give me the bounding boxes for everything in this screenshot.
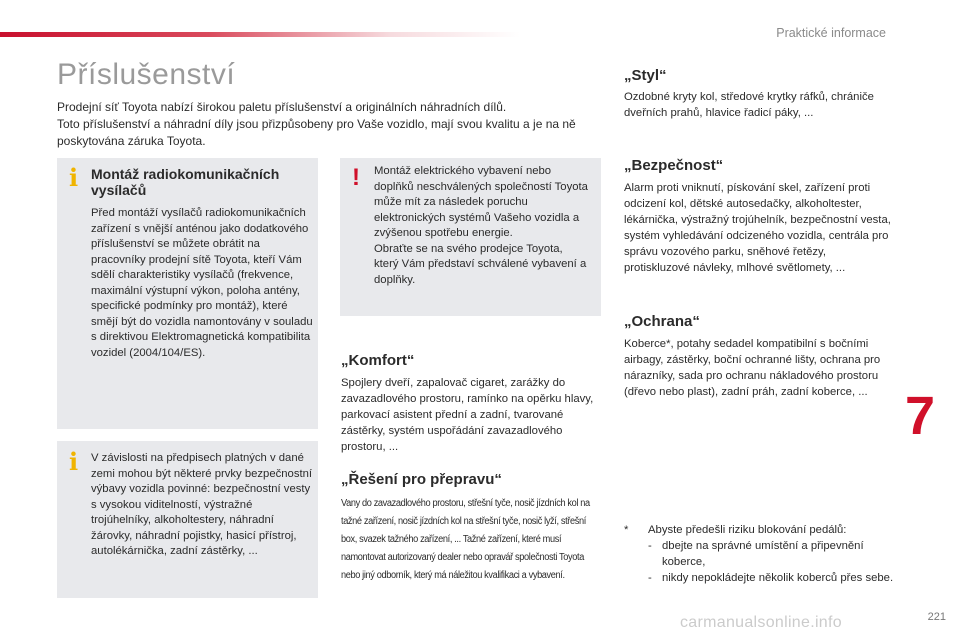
footnote-item [648,538,894,570]
regulations-box-text: V závislosti na předpisech platných v dané zemi mohou být některé prvky bezpečnostní výbavy vozidla povinné: bezpečnostní vesty s vysokou viditelností, výstražné trojúhelníky, alkoholtestery, náhradní žárovky, náhradní pojistky, hasicí přístroj, autolékárnička, zadní zástěrky, ... [91,452,313,557]
footnote-intro: Abyste předešli riziku blokování pedálů: [648,524,847,536]
comfort-text: Spojlery dveří, zapalovač cigaret, zarážky do zavazadlového prostoru, ramínko na opěrku hlavy, parkovací asistent přední a zadní, tvarované zástěrky, systém uspořádání zavazadlového prostoru, ... [341,377,594,453]
electrical-equipment-warning-box [340,158,601,316]
radio-box-text: Před montáží vysílačů radiokomunikačních zařízení s vnější anténou jako dodatkového příslušenství se můžete obrátit na pracovníky prodejní sítě Toyota, kteří Vám sdělí charakteristiky vysílačů (frekvence, maximální výstupní výkon, poloha antény, specifické podmínky pro montáž), které smějí být do vozidla namontovány v souladu s direktivou Elektromagnetická kompatibilita vozidel (2004/104/ES). [91,207,313,359]
security-text: Alarm proti vniknutí, pískování skel, zařízení proti odcizení kol, dětské autosedačky, alkoholtester, lékárnička, výstražný trojúhelník, bezpečnostní vesta, systém vyhledávání odcizeného vozidla, centrála pro správu vozového parku, sněhové řetězy, protiskluzové návleky, mlhové světlomety, ... [624,182,891,274]
footnote [624,522,894,586]
footnote-item-text: nikdy nepokládejte několik koberců přes sebe. [662,572,894,584]
footnote-dash: - [648,540,652,552]
transport-heading: „Řešení pro přepravu“ [341,471,502,488]
style-heading: „Styl“ [624,67,667,84]
footnote-item-text: dbejte na správné umístění a připevnění koberce, [662,540,864,568]
protection-heading: „Ochrana“ [624,313,700,330]
style-text: Ozdobné kryty kol, středové krytky ráfků, chrániče dveřních prahů, hlavice řadicí páky, ... [624,91,874,119]
intro-line-1: Prodejní síť Toyota nabízí širokou paletu příslušenství a originálních náhradních dílů. [57,100,507,114]
footnote-asterisk: * [624,524,629,536]
warning-box-text [374,164,589,288]
info-icon: i [69,163,79,192]
protection-text: Koberce*, potahy sedadel kompatibilní s bočními airbagy, zástěrky, boční ochranné lišty, ochrana pro nárazníky, sada pro ochranu nákladového prostoru (dřevo nebo plast), zadní práh, zadní koberce, ... [624,338,881,398]
footnote-dash: - [648,572,652,584]
radio-transmitter-info-box [57,158,318,429]
security-heading: „Bezpečnost“ [624,157,724,174]
radio-box-title: Montáž radiokomunikačních vysílačů [91,166,280,198]
warning-line-2: Obraťte se na svého prodejce Toyota, který Vám představí schválené vybavení a doplňky. [374,242,587,286]
warning-icon: ! [352,164,360,191]
warning-line-1: Montáž elektrického vybavení nebo doplňků neschválených společností Toyota může mít za následek poruchu elektronických systémů Vašeho vozidla a zvýšenou spotřebu energie. [374,165,588,239]
chapter-number: 7 [905,386,936,446]
footnote-item [648,570,894,586]
page-title: Příslušenství [57,58,236,91]
regulations-info-box [57,441,318,598]
header-accent-bar [0,32,520,37]
footnote-intro-row [624,522,894,538]
intro-line-2: Toto příslušenství a náhradní díly jsou přizpůsobeny pro Vaše vozidlo, mají svou kvalitu a je na ně poskytována záruka Toyota. [57,117,576,148]
intro-text [57,99,602,150]
comfort-heading: „Komfort“ [341,352,415,369]
watermark: carmanualsonline.info [680,614,842,631]
section-label: Praktické informace [776,26,886,40]
page-number: 221 [927,611,946,623]
info-icon: i [69,447,79,476]
transport-text: Vany do zavazadlového prostoru, střešní tyče, nosič jízdních kol na tažné zařízení, nosič jízdních kol na střešní tyče, nosič lyží, střešní box, svazek tažného zařízení, ... Tažné zařízení, které musí namontovat autorizovaný dealer nebo opravář společnosti Toyota nebo jiný odborník, který má náležitou kvalifikaci a vybavení. [341,498,590,581]
